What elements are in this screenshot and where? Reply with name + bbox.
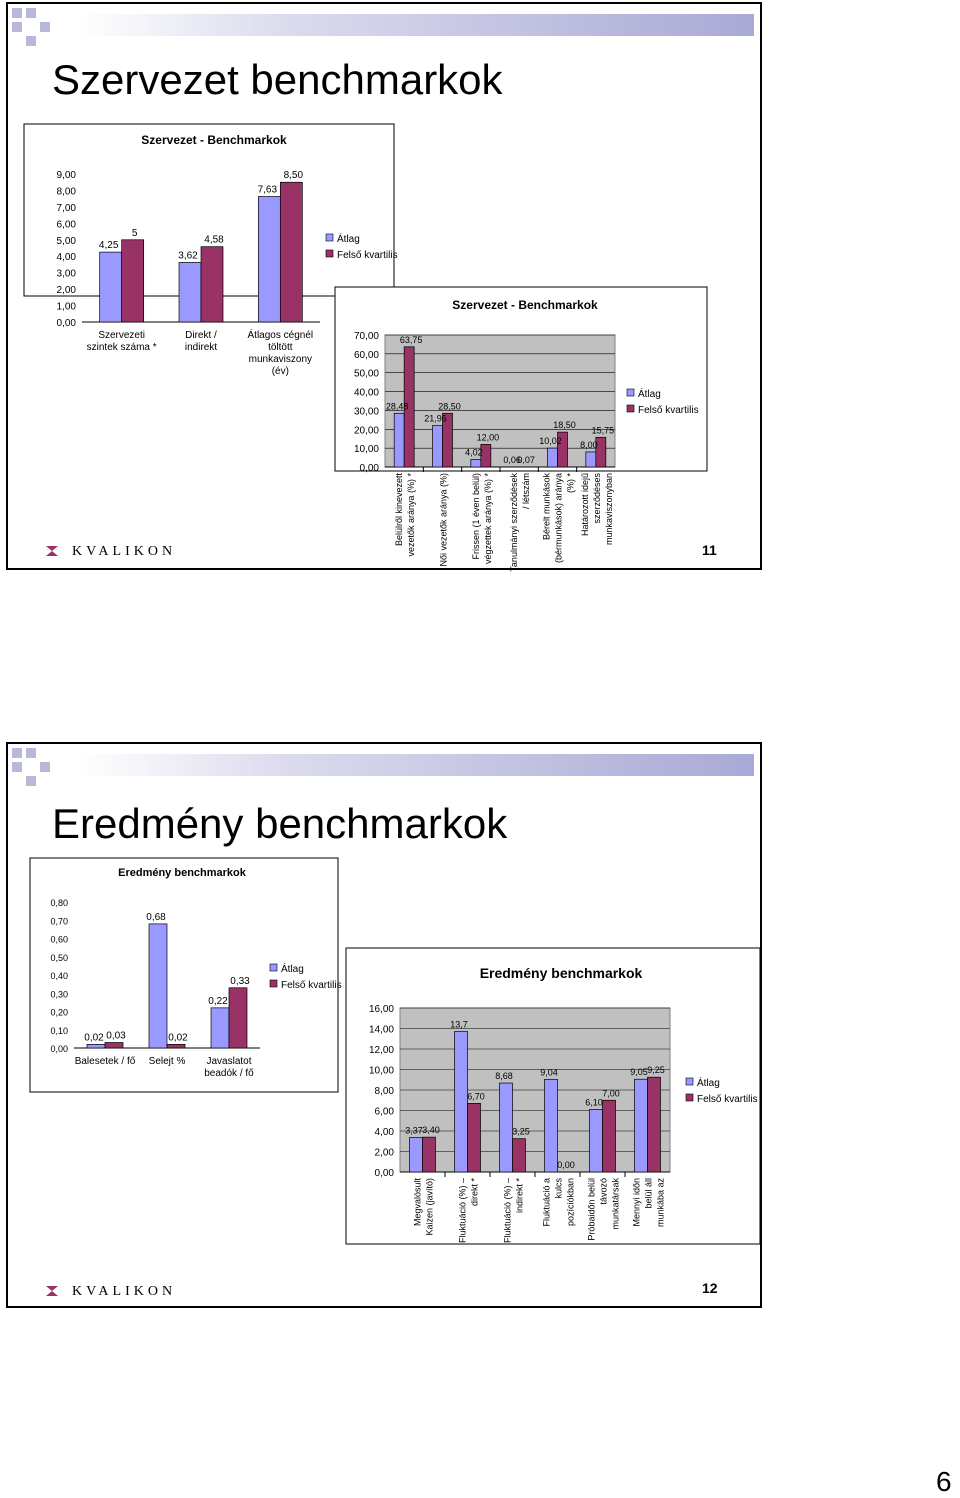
x-category-label: töltött: [268, 342, 293, 353]
bar-atlag: [433, 426, 443, 467]
bar-atlag: [100, 252, 122, 322]
y-tick-label: 0,70: [50, 916, 68, 926]
data-label-atlag: 0,68: [146, 912, 166, 923]
x-category-label: (bérmunkások) aránya: [554, 473, 564, 563]
x-category-label: vezetők aránya (%) *: [406, 473, 416, 557]
bar-felso-kvartilis: [513, 1139, 526, 1172]
data-label-felso: 4,58: [204, 235, 224, 246]
x-category-label: Bérelt munkások: [542, 473, 552, 541]
legend-swatch-felso: [326, 250, 333, 257]
data-label-felso: 0,07: [517, 455, 535, 465]
y-tick-label: 6,00: [57, 219, 77, 230]
x-category-label: belül áll: [644, 1178, 654, 1209]
x-category-label: munkába az: [656, 1178, 666, 1228]
y-tick-label: 0,00: [50, 1044, 68, 1054]
x-category-label: Fluktuáció (%) –: [458, 1178, 468, 1243]
y-tick-label: 10,00: [354, 444, 379, 455]
data-label-atlag: 8,00: [580, 440, 598, 450]
bar-atlag: [149, 924, 167, 1048]
x-category-label: Javaslatot: [206, 1056, 251, 1067]
legend-label-atlag: Átlag: [697, 1076, 720, 1089]
bar-felso-kvartilis: [423, 1137, 436, 1172]
bar-felso-kvartilis: [201, 247, 223, 322]
y-tick-label: 2,00: [375, 1148, 395, 1159]
y-tick-label: 30,00: [354, 406, 379, 417]
bar-felso-kvartilis: [468, 1103, 481, 1172]
x-category-label: Átlagos cégnél: [248, 328, 314, 341]
y-tick-label: 4,00: [375, 1127, 395, 1138]
legend-swatch-atlag: [270, 964, 277, 971]
kvalikon-logo: KVALIKON: [72, 1284, 176, 1300]
data-label-atlag: 21,96: [424, 414, 447, 424]
y-tick-label: 0,80: [50, 898, 68, 908]
bar-atlag: [548, 448, 558, 467]
title-bar-gradient: [78, 754, 754, 776]
kvalikon-logo: KVALIKON: [72, 544, 176, 560]
data-label-atlag: 10,02: [539, 436, 562, 446]
data-label-felso: 7,00: [602, 1088, 620, 1098]
data-label-atlag: 0,06: [503, 455, 521, 465]
data-label-felso: 18,50: [553, 420, 576, 430]
chart-title: Szervezet - Benchmarkok: [452, 298, 598, 312]
data-label-felso: 28,50: [438, 401, 461, 411]
y-tick-label: 1,00: [57, 302, 77, 313]
y-tick-label: 14,00: [369, 1025, 394, 1036]
data-label-felso: 0,33: [230, 976, 250, 987]
data-label-atlag: 9,05: [630, 1067, 648, 1077]
chart-title: Eredmény benchmarkok: [118, 867, 247, 879]
data-label-atlag: 4,25: [99, 240, 119, 251]
page-number: 12: [702, 1280, 718, 1296]
data-label-atlag: 3,62: [178, 250, 198, 261]
y-tick-label: 0,30: [50, 989, 68, 999]
bar-atlag: [500, 1083, 513, 1172]
y-tick-label: 70,00: [354, 331, 379, 342]
chart-title: Szervezet - Benchmarkok: [141, 133, 287, 147]
x-category-label: Balesetek / fő: [75, 1056, 136, 1067]
x-category-label: Határozott idejű: [580, 473, 590, 536]
page-number: 11: [702, 542, 717, 558]
bar-atlag: [394, 413, 404, 467]
bar-felso-kvartilis: [229, 988, 247, 1048]
x-category-label: pozíciókban: [566, 1178, 576, 1226]
x-category-label: munkatársak: [611, 1178, 621, 1230]
x-category-label: Mennyi időn: [632, 1178, 642, 1227]
x-category-label: Szervezeti: [98, 330, 145, 341]
data-label-atlag: 7,63: [258, 185, 278, 196]
x-category-label: munkaviszonyban: [604, 473, 614, 545]
x-category-label: Fluktuáció a: [542, 1178, 552, 1227]
y-tick-label: 7,00: [57, 203, 77, 214]
y-tick-label: 9,00: [57, 170, 77, 181]
x-category-label: kulcs: [554, 1178, 564, 1199]
slide-eredmeny: [6, 742, 762, 1308]
corner-decoration: [8, 744, 78, 804]
data-label-felso: 9,25: [647, 1065, 665, 1075]
bar-felso-kvartilis: [648, 1077, 661, 1172]
x-category-label: szintek száma *: [87, 342, 157, 353]
legend-swatch-felso: [270, 980, 277, 987]
x-category-label: szerződéses: [592, 473, 602, 524]
x-category-label: Kaizen (javító): [425, 1178, 435, 1236]
x-category-label: végzettek aránya (%) *: [483, 473, 493, 565]
data-label-atlag: 4,02: [465, 447, 483, 457]
y-tick-label: 0,00: [360, 463, 380, 474]
bar-atlag: [545, 1079, 558, 1172]
y-tick-label: 0,10: [50, 1026, 68, 1036]
y-tick-label: 6,00: [375, 1107, 395, 1118]
y-tick-label: 60,00: [354, 350, 379, 361]
x-category-label: Próbaidőn belül: [587, 1178, 597, 1241]
data-label-atlag: 0,22: [208, 996, 228, 1007]
bar-atlag: [455, 1032, 468, 1172]
bar-felso-kvartilis: [105, 1043, 123, 1048]
y-tick-label: 0,00: [375, 1168, 395, 1179]
data-label-felso: 3,25: [512, 1127, 530, 1137]
bar-atlag: [258, 197, 280, 322]
corner-decoration: [8, 4, 78, 64]
x-category-label: munkaviszony: [249, 354, 312, 365]
legend-label-atlag: Átlag: [638, 387, 661, 400]
slide-title: Szervezet benchmarkok: [52, 56, 503, 104]
data-label-felso: 63,75: [400, 335, 423, 345]
legend-swatch-atlag: [326, 234, 333, 241]
x-category-label: / létszám: [521, 473, 531, 509]
x-category-label: (%) *: [566, 473, 576, 493]
y-tick-label: 0,20: [50, 1008, 68, 1018]
chart-szervezet-2: [335, 287, 735, 549]
legend-swatch-felso: [627, 405, 634, 412]
data-label-atlag: 13,7: [450, 1020, 468, 1030]
x-category-label: Selejt %: [149, 1056, 186, 1067]
data-label-felso: 0,00: [557, 1160, 575, 1170]
legend-swatch-atlag: [686, 1078, 693, 1085]
legend-label-atlag: Átlag: [281, 962, 304, 975]
data-label-felso: 0,03: [106, 1031, 126, 1042]
y-tick-label: 12,00: [369, 1045, 394, 1056]
chart-title: Eredmény benchmarkok: [480, 965, 643, 981]
bar-atlag: [87, 1044, 105, 1048]
legend-label-felso: Felső kvartilis: [697, 1094, 758, 1105]
bar-atlag: [179, 262, 201, 322]
data-label-atlag: 6,10: [585, 1097, 603, 1107]
bar-atlag: [590, 1109, 603, 1172]
legend-swatch-felso: [686, 1094, 693, 1101]
x-category-label: direkt *: [470, 1178, 480, 1207]
x-category-label: Belülről kinevezett: [394, 473, 404, 547]
data-label-felso: 3,40: [422, 1125, 440, 1135]
y-tick-label: 8,00: [375, 1086, 395, 1097]
y-tick-label: 0,40: [50, 971, 68, 981]
legend-label-felso: Felső kvartilis: [337, 250, 398, 261]
x-category-label: Direkt /: [185, 330, 217, 341]
data-label-felso: 5: [132, 228, 138, 239]
chart-eredmeny-2: [346, 948, 760, 1244]
y-tick-label: 8,00: [57, 186, 77, 197]
slide-szervezet: [6, 2, 762, 570]
data-label-felso: 12,00: [477, 432, 500, 442]
y-tick-label: 0,50: [50, 953, 68, 963]
x-category-label: (év): [272, 366, 289, 377]
document-page-number: 6: [936, 1466, 952, 1498]
y-tick-label: 10,00: [369, 1066, 394, 1077]
x-category-label: Megvalósult: [413, 1178, 423, 1227]
y-tick-label: 40,00: [354, 388, 379, 399]
bar-felso-kvartilis: [122, 240, 144, 322]
x-category-label: indirekt *: [515, 1178, 525, 1214]
kvalikon-logo-icon: [44, 1284, 60, 1298]
y-tick-label: 16,00: [369, 1004, 394, 1015]
data-label-atlag: 9,04: [540, 1067, 558, 1077]
y-tick-label: 2,00: [57, 285, 77, 296]
kvalikon-logo-icon: [44, 544, 60, 558]
y-tick-label: 0,60: [50, 935, 68, 945]
x-category-label: Női vezetők aránya (%): [439, 473, 449, 567]
data-label-atlag: 0,02: [84, 1032, 104, 1043]
data-label-felso: 0,02: [168, 1032, 188, 1043]
data-label-felso: 6,70: [467, 1091, 485, 1101]
bar-atlag: [471, 459, 481, 467]
y-tick-label: 4,00: [57, 252, 77, 263]
legend-label-felso: Felső kvartilis: [281, 980, 342, 991]
bar-felso-kvartilis: [603, 1100, 616, 1172]
x-category-label: Tanulmányi szerződések: [509, 473, 519, 572]
data-label-atlag: 8,68: [495, 1071, 513, 1081]
legend-swatch-atlag: [627, 389, 634, 396]
legend-label-felso: Felső kvartilis: [638, 405, 699, 416]
slide-title: Eredmény benchmarkok: [52, 800, 507, 848]
y-tick-label: 5,00: [57, 236, 77, 247]
data-label-atlag: 28,48: [386, 401, 409, 411]
bar-felso-kvartilis: [167, 1044, 185, 1048]
y-tick-label: 20,00: [354, 425, 379, 436]
y-tick-label: 0,00: [57, 318, 77, 329]
bar-felso-kvartilis: [280, 182, 302, 322]
data-label-atlag: 3,37: [405, 1125, 423, 1135]
bar-atlag: [635, 1079, 648, 1172]
bar-atlag: [586, 452, 596, 467]
x-category-label: Fluktuáció (%) –: [503, 1178, 513, 1243]
x-category-label: Frissen (1 éven belül): [471, 473, 481, 560]
bar-atlag: [211, 1008, 229, 1048]
title-bar-gradient: [78, 14, 754, 36]
legend-label-atlag: Átlag: [337, 232, 360, 245]
bar-atlag: [410, 1137, 423, 1172]
x-category-label: indirekt: [185, 342, 217, 353]
data-label-felso: 15,75: [592, 425, 615, 435]
data-label-felso: 8,50: [284, 170, 304, 181]
x-category-label: távozó: [599, 1178, 609, 1205]
x-category-label: beadók / fő: [204, 1068, 254, 1079]
chart-eredmeny-1: [30, 858, 340, 1094]
y-tick-label: 50,00: [354, 369, 379, 380]
y-tick-label: 3,00: [57, 269, 77, 280]
